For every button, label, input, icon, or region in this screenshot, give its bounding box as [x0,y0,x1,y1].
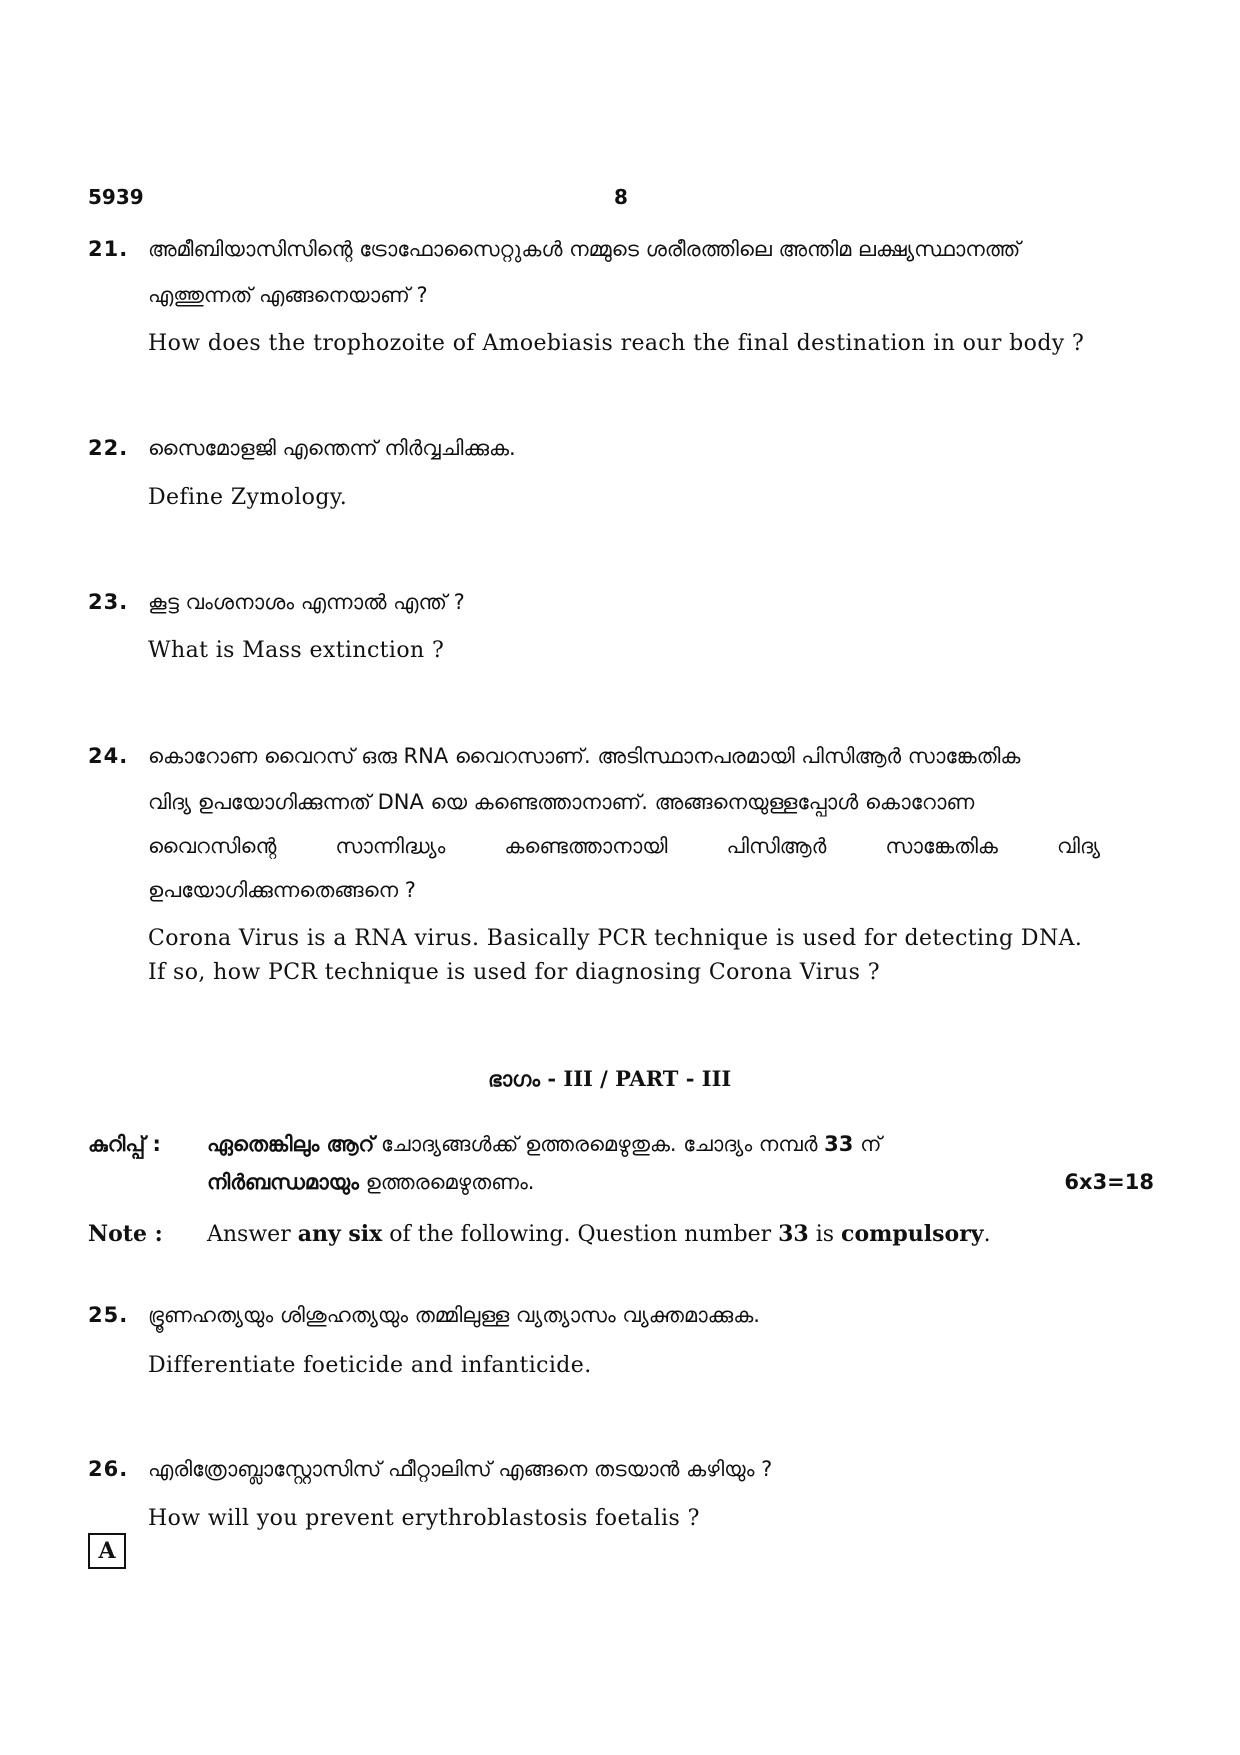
question-number: 21. [88,237,129,261]
question-number: 22. [88,436,129,460]
question-text-en: Define Zymology. [148,485,348,510]
note-text: is [808,1222,842,1247]
note-line-2 [207,1170,534,1195]
note-emphasis: any six [297,1221,383,1247]
note-text: Answer [207,1222,298,1247]
question-text-en: Corona Virus is a RNA virus. Basically PCR technique is used for detecting DNA. [148,926,1083,951]
note-text: . [983,1222,991,1247]
question-text-ml: ഉപയോഗിക്കുന്നതെങ്ങനെ ? [148,878,416,902]
question-text-ml: കൊറോണ വൈറസ് ഒരു RNA വൈറസാണ്. അടിസ്ഥാനപരമായി പിസിആർ സാങ്കേതിക [148,744,1021,768]
note-label-en: Note : [88,1221,163,1247]
note-emphasis: ഏതെങ്കിലും ആറ് [207,1132,375,1156]
note-question-number: 33 [824,1132,854,1156]
question-text-en: How will you prevent erythroblastosis foetalis ? [148,1506,700,1531]
note-emphasis: നിർബന്ധമായും [207,1170,359,1194]
question-text-ml: വിദ്യ ഉപയോഗിക്കുന്നത് DNA യെ കണ്ടെത്താനാണ്. അങ്ങനെയുള്ളപ്പോൾ കൊറോണ [148,790,975,814]
note-question-number: 33 [778,1221,809,1247]
series-box: A [88,1533,126,1569]
paper-code: 5939 [88,185,144,209]
question-text-en: What is Mass extinction ? [148,638,445,663]
marks-allocation: 6x3=18 [1064,1170,1154,1194]
question-number: 26. [88,1457,129,1481]
question-text-ml: ഭ്രൂണഹത്യയും ശിശുഹത്യയും തമ്മിലുള്ള വ്യത്യാസം വ്യക്തമാക്കുക. [148,1303,760,1327]
part-heading: ഭാഗം - III / PART - III [488,1066,732,1091]
question-number: 24. [88,744,129,768]
question-text-en: Differentiate foeticide and infanticide. [148,1353,592,1378]
question-text-ml: വൈറസിന്റെ സാന്നിദ്ധ്യം കണ്ടെത്താനായി പിസിആർ സാങ്കേതിക വിദ്യ [148,834,1100,858]
note-text: ചോദ്യങ്ങൾക്ക് ഉത്തരമെഴുതുക. ചോദ്യം നമ്പർ [374,1132,825,1156]
question-text-en: If so, how PCR technique is used for diagnosing Corona Virus ? [148,960,880,985]
note-line-1 [207,1132,881,1157]
note-line-en [207,1221,991,1247]
question-text-ml: കൂട്ട വംശനാശം എന്നാൽ എന്ത് ? [148,590,465,614]
page-number: 8 [614,185,628,209]
question-text-ml: സൈമോളജി എന്തെന്ന് നിർവ്വചിക്കുക. [148,436,516,460]
question-text-ml: അമീബിയാസിസിന്റെ ട്രോഫോസൈറ്റുകൾ നമ്മുടെ ശരീരത്തിലെ അന്തിമ ലക്ഷ്യസ്ഥാനത്ത് [148,237,1021,261]
note-text: of the following. Question number [382,1222,779,1247]
question-text-en: How does the trophozoite of Amoebiasis reach the final destination in our body ? [148,331,1085,356]
question-text-ml: എരിത്രോബ്ലാസ്റ്റോസിസ് ഫീറ്റാലിസ് എങ്ങനെ തടയാൻ കഴിയും ? [148,1457,773,1481]
note-emphasis: compulsory [841,1221,984,1247]
note-text: ന് [853,1132,882,1156]
question-number: 25. [88,1303,129,1327]
question-text-ml: എത്തുന്നത് എങ്ങനെയാണ് ? [148,283,428,307]
question-number: 23. [88,590,129,614]
note-label-ml: കുറിപ്പ് : [88,1132,161,1156]
note-text: ഉത്തരമെഴുതണം. [358,1170,535,1194]
